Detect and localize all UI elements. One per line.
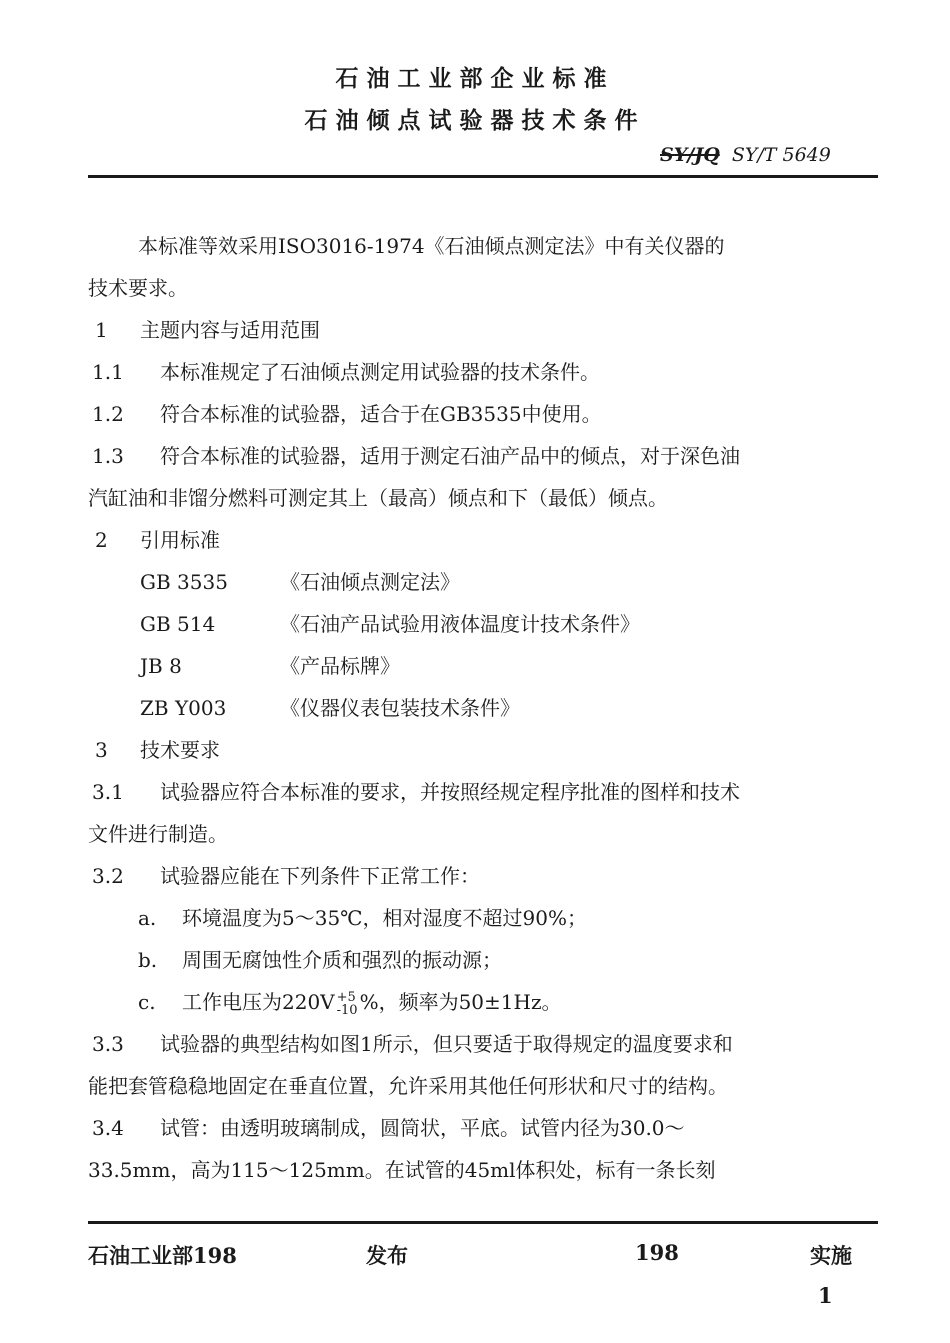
clause-3-2-text: 试验器应能在下列条件下正常工作： [160, 864, 480, 888]
voltage-tolerance [337, 991, 358, 1017]
clause-3-3-line-1 [92, 1030, 733, 1058]
document-title: 石油倾点试验器技术条件 [304, 107, 646, 134]
standard-org-title: 石油工业部企业标准 [335, 65, 615, 92]
intro-line-2: 技术要求。 [88, 276, 188, 300]
footer-rule [88, 1221, 878, 1224]
clause-3-1-line-1 [92, 778, 740, 806]
clause-3-4-line-2: 33.5mm，高为115～125mm。在试管的45ml体积处，标有一条长刻 [88, 1158, 716, 1182]
ref-title: 《石油倾点测定法》 [280, 570, 460, 594]
clause-3-4-line-1 [92, 1114, 685, 1142]
section-2-title: 引用标准 [140, 528, 220, 552]
ref-row [140, 694, 520, 722]
standard-code-new: SY/T 5649 [731, 144, 831, 166]
section-1-heading [95, 316, 320, 344]
item-c [138, 988, 561, 1017]
section-3-heading [95, 736, 220, 764]
ref-title: 《产品标牌》 [280, 654, 400, 678]
clause-3-3-line-2: 能把套管稳稳地固定在垂直位置，允许采用其他任何形状和尺寸的结构。 [88, 1074, 728, 1098]
ref-row [140, 610, 640, 638]
clause-1-2 [92, 400, 602, 428]
clause-1-2-text: 符合本标准的试验器，适合于在GB3535中使用。 [160, 402, 602, 426]
clause-3-1-number: 3.1 [92, 780, 124, 804]
item-a-label: a. [138, 906, 157, 930]
clause-1-1-number: 1.1 [92, 360, 124, 384]
item-b-label: b. [138, 948, 158, 972]
clause-3-4-number: 3.4 [92, 1116, 124, 1140]
ref-code: GB 3535 [140, 570, 228, 594]
footer-issued-by: 石油工业部198 [88, 1243, 237, 1268]
ref-code: GB 514 [140, 612, 216, 636]
ref-code: ZB Y003 [140, 696, 227, 720]
standard-code-old: SY/JQ [660, 144, 720, 166]
ref-title: 《石油产品试验用液体温度计技术条件》 [280, 612, 640, 636]
clause-3-2-number: 3.2 [92, 864, 124, 888]
clause-1-3-line-2: 汽缸油和非馏分燃料可测定其上（最高）倾点和下（最低）倾点。 [88, 486, 668, 510]
item-a [138, 904, 587, 932]
section-1-number: 1 [95, 318, 108, 342]
item-c-suffix: %，频率为50±1Hz。 [359, 990, 562, 1014]
clause-1-1 [92, 358, 600, 386]
clause-1-1-text: 本标准规定了石油倾点测定用试验器的技术条件。 [160, 360, 600, 384]
clause-1-2-number: 1.2 [92, 402, 124, 426]
intro-line-1: 本标准等效采用ISO3016-1974《石油倾点测定法》中有关仪器的 [138, 234, 725, 258]
section-1-title: 主题内容与适用范围 [140, 318, 320, 342]
voltage-tolerance-plus: +5 [336, 989, 356, 1005]
item-c-prefix: 工作电压为220V [182, 990, 335, 1014]
section-3-title: 技术要求 [140, 738, 220, 762]
item-b [138, 946, 502, 974]
footer-issued-word: 发布 [366, 1243, 408, 1268]
ref-row [140, 568, 460, 596]
section-2-number: 2 [95, 528, 108, 552]
clause-3-3-number: 3.3 [92, 1032, 124, 1056]
clause-3-1-line-2: 文件进行制造。 [88, 822, 228, 846]
standard-code [660, 144, 831, 166]
ref-code: JB 8 [140, 654, 182, 678]
clause-3-1-text-1: 试验器应符合本标准的要求，并按照经规定程序批准的图样和技术 [160, 780, 740, 804]
item-a-text: 环境温度为5～35℃，相对湿度不超过90%； [182, 906, 587, 930]
item-b-text: 周围无腐蚀性介质和强烈的振动源； [182, 948, 502, 972]
clause-1-3-text-1: 符合本标准的试验器，适用于测定石油产品中的倾点，对于深色油 [160, 444, 740, 468]
voltage-tolerance-minus: -10 [336, 1002, 358, 1018]
header-rule [88, 175, 878, 178]
clause-1-3-number: 1.3 [92, 444, 124, 468]
section-3-number: 3 [95, 738, 108, 762]
clause-3-2 [92, 862, 480, 890]
clause-3-4-text-1: 试管：由透明玻璃制成，圆筒状，平底。试管内径为30.0～ [160, 1116, 685, 1140]
page-number: 1 [818, 1283, 833, 1308]
ref-row [140, 652, 400, 680]
footer-implementation-year: 198 [635, 1240, 679, 1265]
ref-title: 《仪器仪表包装技术条件》 [280, 696, 520, 720]
item-c-label: c. [138, 990, 156, 1014]
clause-3-3-text-1: 试验器的典型结构如图1所示，但只要适于取得规定的温度要求和 [160, 1032, 733, 1056]
section-2-heading [95, 526, 220, 554]
footer-implementation-word: 实施 [810, 1243, 852, 1268]
clause-1-3-line-1 [92, 442, 740, 470]
